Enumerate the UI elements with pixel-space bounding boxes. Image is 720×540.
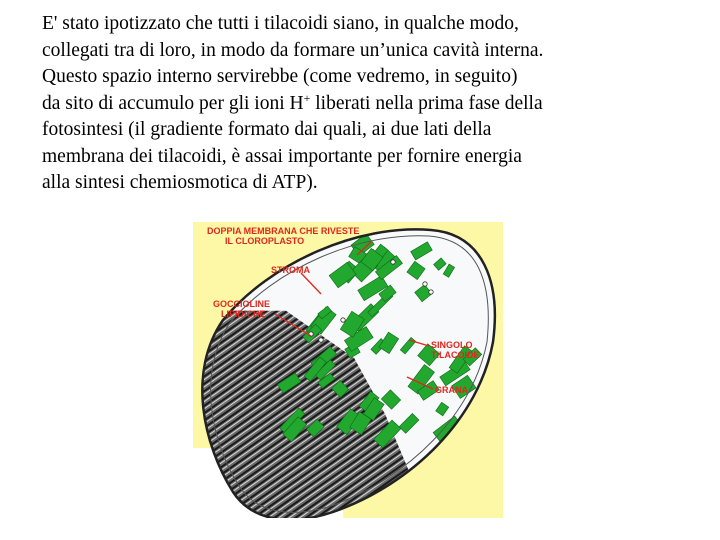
label-stroma: STROMA [271, 265, 310, 275]
paragraph-line-4 [42, 91, 682, 118]
paragraph-line-1: E' stato ipotizzato che tutti i tilacoidi siano, in qualche modo, [42, 13, 519, 34]
label-membrane-line2: IL CLOROPLASTO [225, 236, 305, 246]
paragraph-line-2: collegati tra di loro, in modo da formare un’unica cavità interna. [42, 39, 544, 61]
lipid-droplet [341, 318, 345, 322]
paragraph-line-6: membrana dei tilacoidi, è assai importante per fornire energia [42, 145, 522, 167]
label-thylakoid-line1: SINGOLO [431, 340, 473, 350]
label-lipid-line2: LIPIDICHE [221, 309, 266, 319]
hydrogen-ion-charge: + [303, 90, 311, 105]
paragraph-line-4-text: da sito di accumulo per gli ioni H [42, 92, 304, 114]
label-membrane-line1: DOPPIA MEMBRANA CHE RIVESTE [207, 226, 360, 236]
paragraph-line-5: fotosintesi (il gradiente formato dai quali, ai due lati della [42, 119, 492, 140]
paragraph-line-3: Questo spazio interno servirebbe (come vedremo, in seguito) [42, 66, 518, 87]
chloroplast-diagram [193, 222, 503, 518]
lipid-droplet [391, 260, 395, 264]
lipid-droplet [429, 290, 433, 294]
paragraph-line-4-rest: liberati nella prima fase della [310, 92, 543, 114]
description-paragraph [42, 11, 682, 197]
paragraph-line-7: alla sintesi chemiosmotica di ATP). [42, 172, 318, 193]
lipid-droplet [319, 338, 323, 342]
label-grana: GRANA [435, 385, 468, 395]
chloroplast-illustration [193, 222, 503, 518]
lipid-droplet [423, 282, 427, 286]
label-lipid-line1: GOCCIOLINE [213, 299, 271, 309]
label-thylakoid-line2: TILACOIDE [431, 350, 480, 360]
